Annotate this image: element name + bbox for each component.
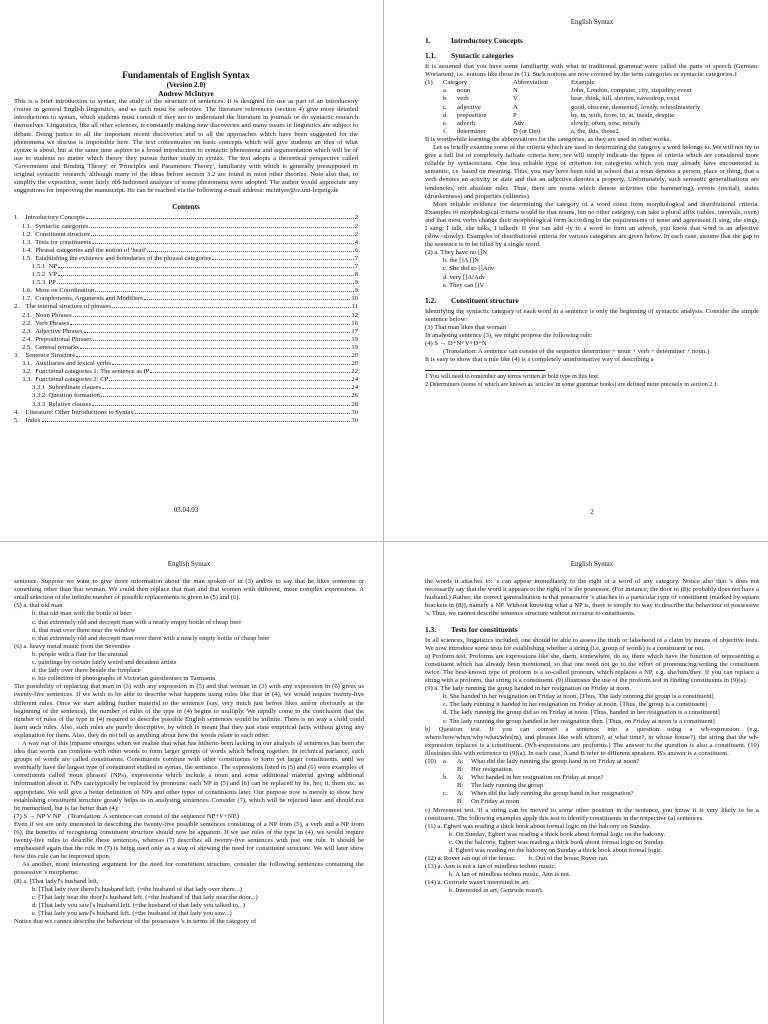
footnote-rule <box>425 370 545 371</box>
qa-cell <box>443 798 457 806</box>
category-example: a, the, this, those2 <box>571 127 619 135</box>
category-letter: f. <box>443 127 447 135</box>
category-abbreviation: A <box>513 103 518 111</box>
qa-cell <box>425 774 443 782</box>
paragraph: c) Movement test. If a string can be moved to some other position in the sentence, you know it is very likely to be a constituent. The following examples apply this test to identify constituents in the respective (a) sentences. <box>425 806 759 822</box>
category-example: hear, think, kill, shorten, eavesdrop, exist <box>571 95 680 103</box>
toc-entry[interactable] <box>14 384 358 392</box>
qa-cell <box>443 782 457 790</box>
example-9: (9) a. The lady running the group handed in her resignation on Friday at noon. b. She handed in her resignation on Friday at noon. [Thus, The lady running the group is a constituent] c. The lady running it handed in her resignation on Friday at noon. [Thus, the group is a constituent] d. The lady running the group did so on Friday at noon. [Thus, handed in her resignation is a constituent] e. The lady running the group handed in her resignation then. [Thus, on Friday at noon is a constituent] <box>425 685 720 725</box>
category-row <box>425 112 759 120</box>
example-4: (4) S → D+N+V+D+N <box>425 340 487 348</box>
toc-entry-label: 2.1. Noun Phrases <box>22 311 72 319</box>
toc-entry[interactable] <box>14 279 358 287</box>
toc-entry-label: 1. Introductory Concepts <box>14 214 85 222</box>
toc-entry[interactable] <box>14 344 358 352</box>
footnote-1: 1 You will need to remember any terms written in bold type in this text. <box>425 374 600 381</box>
qa-cell <box>425 798 443 806</box>
category-example: by, in, with, from, to, at, inside, despite <box>571 111 675 119</box>
qa-cell: Her resignation. <box>471 766 514 774</box>
category-row <box>425 95 759 103</box>
toc-entry-page: 11 <box>351 303 358 311</box>
toc-entry-page: 2 <box>354 214 358 222</box>
toc-entry-label: 1.6. More on Coordination <box>22 287 95 295</box>
qa-cell: On Friday at noon <box>471 798 520 806</box>
category-category: preposition <box>457 111 487 119</box>
toc-entry-page: 2 <box>354 222 358 230</box>
category-letter: e. <box>443 119 448 127</box>
toc-leader-dots <box>70 323 350 325</box>
qa-row <box>425 766 759 774</box>
document-date: 03.04.03 <box>173 506 199 514</box>
category-letter: a. <box>443 87 448 95</box>
category-letter: c. <box>443 103 448 111</box>
qa-row <box>425 758 759 766</box>
toc-entry-label: 2.4. Prepositional Phrases <box>22 335 92 343</box>
toc-entry-page: 30 <box>351 408 358 416</box>
example-3: (3) That man likes that woman <box>425 323 506 331</box>
toc-leader-dots <box>112 306 351 308</box>
qa-row <box>425 798 759 806</box>
toc-entry-label: 3.2. Functional categories 1: The sentence as IP <box>22 368 150 376</box>
category-category: noun <box>457 87 471 95</box>
category-table-header: (1) Category Abbreviation Example <box>425 79 595 87</box>
example-12: (12) a. Rover ran out of the house. b. Out of the house Rover ran. <box>425 855 609 863</box>
paragraph: More reliable evidence for determining the category of a word come from morphological and distributional criteria. Examples of morphological criteria would be that nouns, but no other category, can take a plural affix (tables, intervals, oxen) and that most verbs change their morphological form according to the requirements of tense and agreement (I sing, she sings, I sang; I talk, she talks, I talked). If you can add -ly to a word to form an adverb, you know that word is an adjective (slow>slowly). Examples of distributional criteria for various categories are given below. In each case, assume that the gap in the sentence is to be filled by a single word. <box>425 200 759 249</box>
page-1 <box>14 70 358 520</box>
toc-entry[interactable] <box>14 271 358 279</box>
paragraph: Identifying the syntactic category of each word in a sentence is only the beginning of syntactic analysis. Consider the simple sentence below: <box>425 307 759 323</box>
toc-entry-page: 30 <box>351 416 358 424</box>
toc-entry-page: 4 <box>354 238 358 246</box>
table-of-contents <box>14 214 358 424</box>
example-13: (13) a. Ann is not a fan of mindless techno music. b. A fan of mindless techno music, Ann is not. <box>425 863 571 879</box>
toc-leader-dots <box>109 379 350 381</box>
title-block <box>14 70 358 98</box>
page-4 <box>425 560 759 1022</box>
toc-entry-label: 5. Index <box>14 416 41 424</box>
toc-leader-dots <box>86 217 354 219</box>
toc-entry-page: 9 <box>354 287 358 295</box>
toc-entry-label: 1.5. Establishing the existence and boundaries of the phrasal categories <box>22 254 212 262</box>
toc-entry-page: 7 <box>354 262 358 270</box>
paragraph: Let us briefly examine some of the criteria which are used in determining the category a word belongs to. We will not try to give a full list of completely failsafe criteria here; we will simply indicate the types of criteria which are considered more reliable by syntacticians. One less reliable type of criterion for categories which you may already have encountered is semantic, i.e. based on meaning. Thus, you may have been told in school that a noun denotes a person, place or thing, that a verb denotes an activity or state and that an adjective denotes a property. Unfortunately, such semantic generalisations are tendencies, not absolute rules. Thus, there are nouns which denote activities (the hammering), events (recital), states (drunkenness) and properties (silliness). <box>425 144 759 200</box>
toc-entry-label: 1.5.3 PP <box>32 279 56 287</box>
qa-cell: (10) <box>425 757 436 765</box>
toc-entry-label: 1.7. Complements, Arguments and Modifiers <box>22 295 143 303</box>
toc-entry[interactable] <box>14 376 358 384</box>
qa-cell: b. <box>443 774 448 782</box>
toc-entry-label: 1.3. Tests for constituents <box>22 238 92 246</box>
example-8: (8) a. [That lady]'s husband left. b. [That lady over there]'s husband left. (=the husband of that lady over there...) c. [That lady near the door]'s husband left. (=the husband of that lady near the door...) d. [That lady you saw]'s husband left. (=the husband of that lady you talked to...) e. [That lady you saw]'s husband left. (=the husband of that lady you saw...) <box>14 877 258 917</box>
toc-entry-page: 28 <box>351 400 358 408</box>
section-heading-1: 1. Introductory Concepts <box>425 36 523 46</box>
category-spacer <box>425 112 443 120</box>
document-author: Andrew McIntyre <box>158 89 214 98</box>
toc-entry[interactable] <box>14 401 358 409</box>
toc-entry-page: 17 <box>351 327 358 335</box>
section-heading-1-2: 1.2. Constituent structure <box>425 295 519 305</box>
toc-entry[interactable] <box>14 328 358 336</box>
paragraph: Even if we are only interested in describing the twenty-five possible sentences consisting of a NP from (5), a verb and a NP from (6), the benefits of recognising constituent structure should now be apparent. If we use rules of the type in (4), we would require twenty-five rules to describe these sentences, whereas (7) describes all twenty-five sentences with just one rule. It should be emphasised again that the rule in (7) is being used only as a way of showing the need for constituent structure. We will later show how this rule can be improved upon. <box>14 820 364 861</box>
qa-row <box>425 790 759 798</box>
toc-entry-page: 19 <box>351 343 358 351</box>
toc-entry[interactable] <box>14 409 358 417</box>
toc-leader-dots <box>80 347 350 349</box>
intro-paragraph: This is a brief introduction to syntax, the study of the structure of sentences. It is designed for use as part of an introductory course in general English linguistics, and as such must be selective. The literature references (section 4) give more detailed introductions to syntax, which students must consult if they are to understand the literature in journals or do syntactic research themselves. Linguistics, like all other sciences, is constantly making new discoveries and many issues in linguistics are subject to debate. Doing justice to all the important recent discoveries and to all the approaches which have been suggested for the phenomena we discuss is impossible here. The text concentrates on basic concepts which will give students an idea of what syntax is about, but at the same time aspires to a broad introduction to syntactic phenomena and argumentation which will be of use to students no matter which theory they pursue further study in syntax. The text adopts a theoretical perspective called 'Government and Binding Theory' or 'Principles and Parameters Theory', familiarity with which is generally presupposed in original syntactic research, although many of the ideas before section 3.2 are found in most other theories. Note also that, to simplify the exposition, some fairly old-fashioned analyses of some phenomena were adopted. The author would appreciate any suggestions for improving the manuscript. He can be reached via the following e-mail address: mcintyre@rz.uni-leipzig.de <box>14 98 358 195</box>
toc-entry-label: 2. The internal structure of phrases <box>14 303 111 311</box>
paragraph: the words it attaches to: 's can appear immediately to the right of a word of any category. Notice also that 's does not necessarily say that the word it appears to the right of is the possessor. (For instance, the door in (8)c probably does not have a husband.) Rather, the correct generalisation is that possessive 's attaches to a particular type of constituent (marked by square brackets in (8)), namely a NP. Without knowing what a NP is, there is simply no way to describe the behaviour of possessive 's. Thus, we cannot describe sentence structure without recourse to constituents. <box>425 578 759 618</box>
qa-cell: B: <box>457 798 464 806</box>
toc-entry[interactable] <box>14 295 358 303</box>
category-row <box>425 120 759 128</box>
example-6: (6) a. heavy metal music from the Seventies b. people with a flair for the unusual c. paintings by certain fairly weird and decadent artists d. the lady over there beside the fireplace e. his collection of photographs of Victorian guesthouses in Tasmania <box>14 642 216 683</box>
toc-leader-dots <box>112 363 351 365</box>
category-category: adjective <box>457 103 481 111</box>
toc-entry-label: 4. Literature: Other Introductions to Syntax <box>14 408 134 416</box>
section-heading-1-3: 1.3. Tests for constituents <box>425 624 518 634</box>
toc-entry-label: 3. Sentence Structure <box>14 352 76 359</box>
document-title: Fundamentals of English Syntax <box>122 70 250 80</box>
toc-entry-label: 1.1. Syntactic categories <box>22 222 89 230</box>
category-spacer <box>425 120 443 128</box>
toc-entry-page: 20 <box>351 360 358 368</box>
category-letter: b. <box>443 95 448 103</box>
running-head: English Syntax <box>167 560 211 568</box>
toc-entry[interactable] <box>14 368 358 376</box>
toc-leader-dots <box>92 242 354 244</box>
toc-entry-page: 9 <box>354 279 358 287</box>
category-example: good, obscene, demented, lovely, schoolmasterly <box>571 103 701 111</box>
category-category: adverb <box>457 119 475 127</box>
toc-leader-dots <box>212 258 353 260</box>
qa-row <box>425 782 759 790</box>
example-14: (14) a. Gertrude wasn't interested in art. b. Interested in art, Gertrude wasn't. <box>425 879 544 895</box>
toc-leader-dots <box>58 266 354 268</box>
qa-cell: Who handed in her resignation on Friday at noon? <box>471 774 604 782</box>
toc-leader-dots <box>101 395 350 397</box>
category-table <box>425 87 759 136</box>
category-abbreviation: P <box>513 111 517 119</box>
toc-leader-dots <box>102 387 350 389</box>
paragraph: It is easy to show that a rule like (4) is a completely uninformative way of describing a <box>425 356 654 364</box>
category-abbreviation: V <box>513 95 518 103</box>
example-4-translation: (Translation: A sentence can consist of the sequence determiner + noun + verb + determiner + noun.) <box>443 348 710 356</box>
toc-leader-dots <box>135 412 351 414</box>
toc-entry-label: 1.5.2 VP <box>32 271 57 279</box>
toc-entry[interactable] <box>14 287 358 295</box>
qa-cell: A: <box>457 790 464 798</box>
toc-entry[interactable] <box>14 239 358 247</box>
toc-entry[interactable] <box>14 214 358 222</box>
qa-cell: When did the lady running the group hand in her resignation? <box>471 790 634 798</box>
category-spacer <box>425 95 443 103</box>
category-row <box>425 104 759 112</box>
toc-entry[interactable] <box>14 360 358 368</box>
qa-cell <box>425 790 443 798</box>
toc-entry-label: 1.2. Constituent structure <box>22 230 91 238</box>
toc-entry[interactable] <box>14 255 358 263</box>
qa-cell: c. <box>443 790 448 798</box>
toc-entry-page: 16 <box>351 319 358 327</box>
toc-leader-dots <box>84 331 351 333</box>
toc-entry-label: 1.5.1 NP <box>32 262 57 270</box>
paragraph: Notice that we cannot describe the behaviour of the possessive 's in terms of the category of <box>14 918 257 926</box>
toc-entry-label: 2.5. General remarks <box>22 343 79 351</box>
paragraph: a) Proform test. Proforms are expressions like she, them, somewhere, do so, there which have the function of representing a constituent which has already been mentioned, so that one need not go to the effort of pronouncing/writing the constituent twice. The best-known type of proform is a so-called pronoun, which replaces a NP, e.g. she/him/they. If you can replace a string with a proform, that string is a constituent. (9) illustrates the use of the proform test in finding constituents in (9)(a). <box>425 652 759 685</box>
toc-leader-dots <box>76 355 350 357</box>
toc-entry-page: 24 <box>351 384 358 392</box>
qa-row <box>425 774 759 782</box>
toc-entry[interactable] <box>14 223 358 231</box>
toc-entry[interactable] <box>14 263 358 271</box>
toc-entry-label: 3.3. Functional categories 2: CP <box>22 376 109 384</box>
category-category: determiner <box>457 127 486 135</box>
toc-entry-page: 12 <box>351 311 358 319</box>
paragraph: The possibility of replacing that man in (3) with any expression in (5) and that woman in (3) with any expression in (6) gives us twenty-five sentences. If we wish to be able to describe what happens using rules like that in (4), we would require twenty-five different rules. Once we start adding further material to the sentence (say, very much just before likes and/or obviously at the beginning of the sentence), the number of rules of the type in (4) begins to multiply. We rapidly come to the conclusion that the number of rules of the type in (4) required to describe possible English sentences would be infinite. There is no way a child could learn such rules. Also, such rules are purely descriptive, by which is meant that they just state empirical facts without giving any explanation for them. Also, they do not tell us anything about how the words relate to each other. <box>14 683 364 739</box>
qa-cell <box>425 766 443 774</box>
toc-entry-label: 3.3.3 Relative clauses <box>32 400 92 408</box>
toc-entry-page: 10 <box>351 295 358 303</box>
toc-entry-page: 22 <box>351 368 358 376</box>
toc-entry[interactable] <box>14 320 358 328</box>
running-head: English Syntax <box>570 18 614 26</box>
toc-entry[interactable] <box>14 392 358 400</box>
contents-heading: Contents <box>172 203 200 212</box>
toc-entry-page: 26 <box>351 392 358 400</box>
category-abbreviation: D (or Det) <box>513 127 541 135</box>
paragraph: A way out of this impasse emerges when we realise that what has hitherto been lacking in our analysis of sentences has been the idea that words can combine with other words to form larger groups of words which belong together. In technical parlance, such groups of words are called constituents. Constituents combine with other constituents to form yet larger constituents, until we eventually have the largest type of constituent studied in syntax, the sentence. The expressions listed in (5) and (6) were examples of constituents called 'noun phrases' (NPs), expressions which include a noun and some additional material giving additional information about it. NPs can typically be replaced by pronouns: each NP in (5) and (6) can be replaced by he, her, it, them etc. as appropriate. We will give a better definition of NPs and other types of constituents later. Our purpose now is merely to show how establishing constituent structure greatly helps us in analysing sentences. Consider (7), which will be rejected later and should not be memorised, but is far better than (4): <box>14 739 364 812</box>
toc-leader-dots <box>73 315 351 317</box>
toc-entry-page: 24 <box>351 376 358 384</box>
toc-leader-dots <box>147 250 354 252</box>
example-10 <box>425 758 759 807</box>
toc-entry-page: 7 <box>354 254 358 262</box>
page-number: 2 <box>590 508 594 516</box>
category-example: John, London, computer, city, stupidity, event <box>571 87 692 95</box>
qa-cell: The lady running the group <box>471 782 544 790</box>
toc-entry-page: 2 <box>354 230 358 238</box>
qa-cell <box>443 766 457 774</box>
toc-leader-dots <box>58 274 354 276</box>
page-divider-horizontal <box>0 541 768 542</box>
paragraph: In all sciences, linguistics included, one should be able to assess the truth or falsehood of a claim by means of objective tests. We now introduce some tests for establishing whether a string (i.e. group of words) is a constituent or not. <box>425 636 759 652</box>
toc-entry[interactable] <box>14 303 358 311</box>
paragraph: It is assumed that you have some familiarity with what in traditional grammar were called the parts of speech (German: Wortarten), i.e. notions like those in (1). Such notions are now covered by the term categories or syntactic categories.1 <box>425 63 759 79</box>
qa-cell: B: <box>457 766 464 774</box>
paragraph: It is worthwhile learning the abbreviations for the categories, as they are used in other works. <box>425 135 671 143</box>
example-2: (2) a. They have no []N b. the []A []N c. She did so []Adv d. very []A/Adv e. They can []V <box>425 249 495 289</box>
toc-leader-dots <box>144 298 351 300</box>
example-11: (11) a. Egbert was reading a thick book about formal logic on the balcony on Sunday. b. On Sunday, Egbert was reading a thick book about formal logic on the balcony. c. On the balcony, Egbert was reading a thick book about formal logic on Sunday. d. Egbert was reading on the balcony on Sunday a thick book about formal logic. <box>425 822 666 854</box>
example-5: (5) a. that old man b. that old man with the bottle of beer c. that extremely old and decrepit man with a nearly empty bottle of cheap beer d. that man over there near the window e. that extremely old and decrepit man over there with a nearly empty bottle of cheap beer <box>14 602 270 642</box>
category-example: slowly, often, now, mostly <box>571 119 641 127</box>
paragraph: In analysing sentence (3), we might propose the following rule: <box>425 332 593 339</box>
page-3 <box>14 560 364 1022</box>
category-spacer <box>425 128 443 136</box>
toc-entry-label: 2.2. Verb Phrases <box>22 319 70 327</box>
toc-leader-dots <box>91 234 353 236</box>
toc-entry-page: 20 <box>351 352 358 359</box>
category-spacer <box>425 87 443 95</box>
qa-cell <box>425 782 443 790</box>
toc-entry[interactable] <box>14 417 358 425</box>
toc-entry[interactable] <box>14 231 358 239</box>
toc-entry[interactable] <box>14 352 358 360</box>
toc-leader-dots <box>95 290 354 292</box>
section-heading-1-1: 1.1. Syntactic categories <box>425 51 514 61</box>
toc-entry-label: 3.3.2 Question formation <box>32 392 100 400</box>
footnote-2: 2 Determiners (some of which are known as 'articles' in some grammar books) are defined more precisely in section 2.1. <box>425 381 719 388</box>
qa-cell: B: <box>457 782 464 790</box>
toc-entry[interactable] <box>14 247 358 255</box>
page-divider-vertical <box>383 0 384 1024</box>
toc-entry-label: 3.1. Auxiliaries and lexical verbs <box>22 360 111 368</box>
toc-entry-page: 8 <box>354 271 358 279</box>
toc-leader-dots <box>92 404 350 406</box>
running-head: English Syntax <box>570 560 614 568</box>
qa-cell: What did the lady running the group hand in on Friday at noon? <box>471 757 640 765</box>
toc-leader-dots <box>150 371 350 373</box>
category-row <box>425 128 759 136</box>
paragraph: b) Question test. If you can convert a sentence into a question using a wh-expression (e.g. where/how/when/why/what/who(m), and phrases like with whom?, at what time?, in whose house?), the string that the wh-expression replaces is a constituent. (Wh-expressions are proforms.) The answer to the question is also a constituent. (10) illustrates this with reference to (9)(a). In each case, A and B refer to different speakers. B's answer is a constituent. <box>425 725 759 757</box>
document-version: (Version 2.0) <box>166 81 206 89</box>
qa-cell: A: <box>457 774 464 782</box>
category-abbreviation: N <box>513 87 518 95</box>
qa-cell: A: <box>457 757 464 765</box>
toc-leader-dots <box>89 226 354 228</box>
category-category: verb <box>457 95 469 103</box>
example-7: (7) S → NP V NP (Translation: A sentence can consist of the sequence NP+V+NP.) <box>14 812 240 820</box>
category-row <box>425 87 759 95</box>
category-letter: d. <box>443 111 448 119</box>
toc-entry-label: 3.3.1 Subordinate clauses <box>32 384 102 392</box>
toc-entry[interactable] <box>14 336 358 344</box>
toc-entry-label: 2.3. Adjective Phrases <box>22 327 83 335</box>
qa-cell: a. <box>443 757 448 765</box>
paragraph: sentence. Suppose we want to give more information about the man spoken of in (3) and/or to say that he likes someone or something other than that woman. We could then replace that man and that women with different, more complex expressions. A small selection of the infinite number of possible replacements is given in (5) and (6). <box>14 578 364 602</box>
toc-entry-page: 6 <box>354 246 358 254</box>
toc-leader-dots <box>93 339 351 341</box>
toc-leader-dots <box>57 282 354 284</box>
page-2 <box>425 18 759 524</box>
toc-leader-dots <box>42 420 351 422</box>
category-spacer <box>425 104 443 112</box>
category-abbreviation: Adv <box>513 119 525 127</box>
paragraph: As another, more interesting argument for the need for constituent structure, consider the following sentences containing the possessive 's morpheme: <box>14 861 364 877</box>
toc-entry-page: 19 <box>351 335 358 343</box>
toc-entry-label: 1.4. Phrasal categories and the notion of 'head' <box>22 246 146 254</box>
toc-entry[interactable] <box>14 312 358 320</box>
